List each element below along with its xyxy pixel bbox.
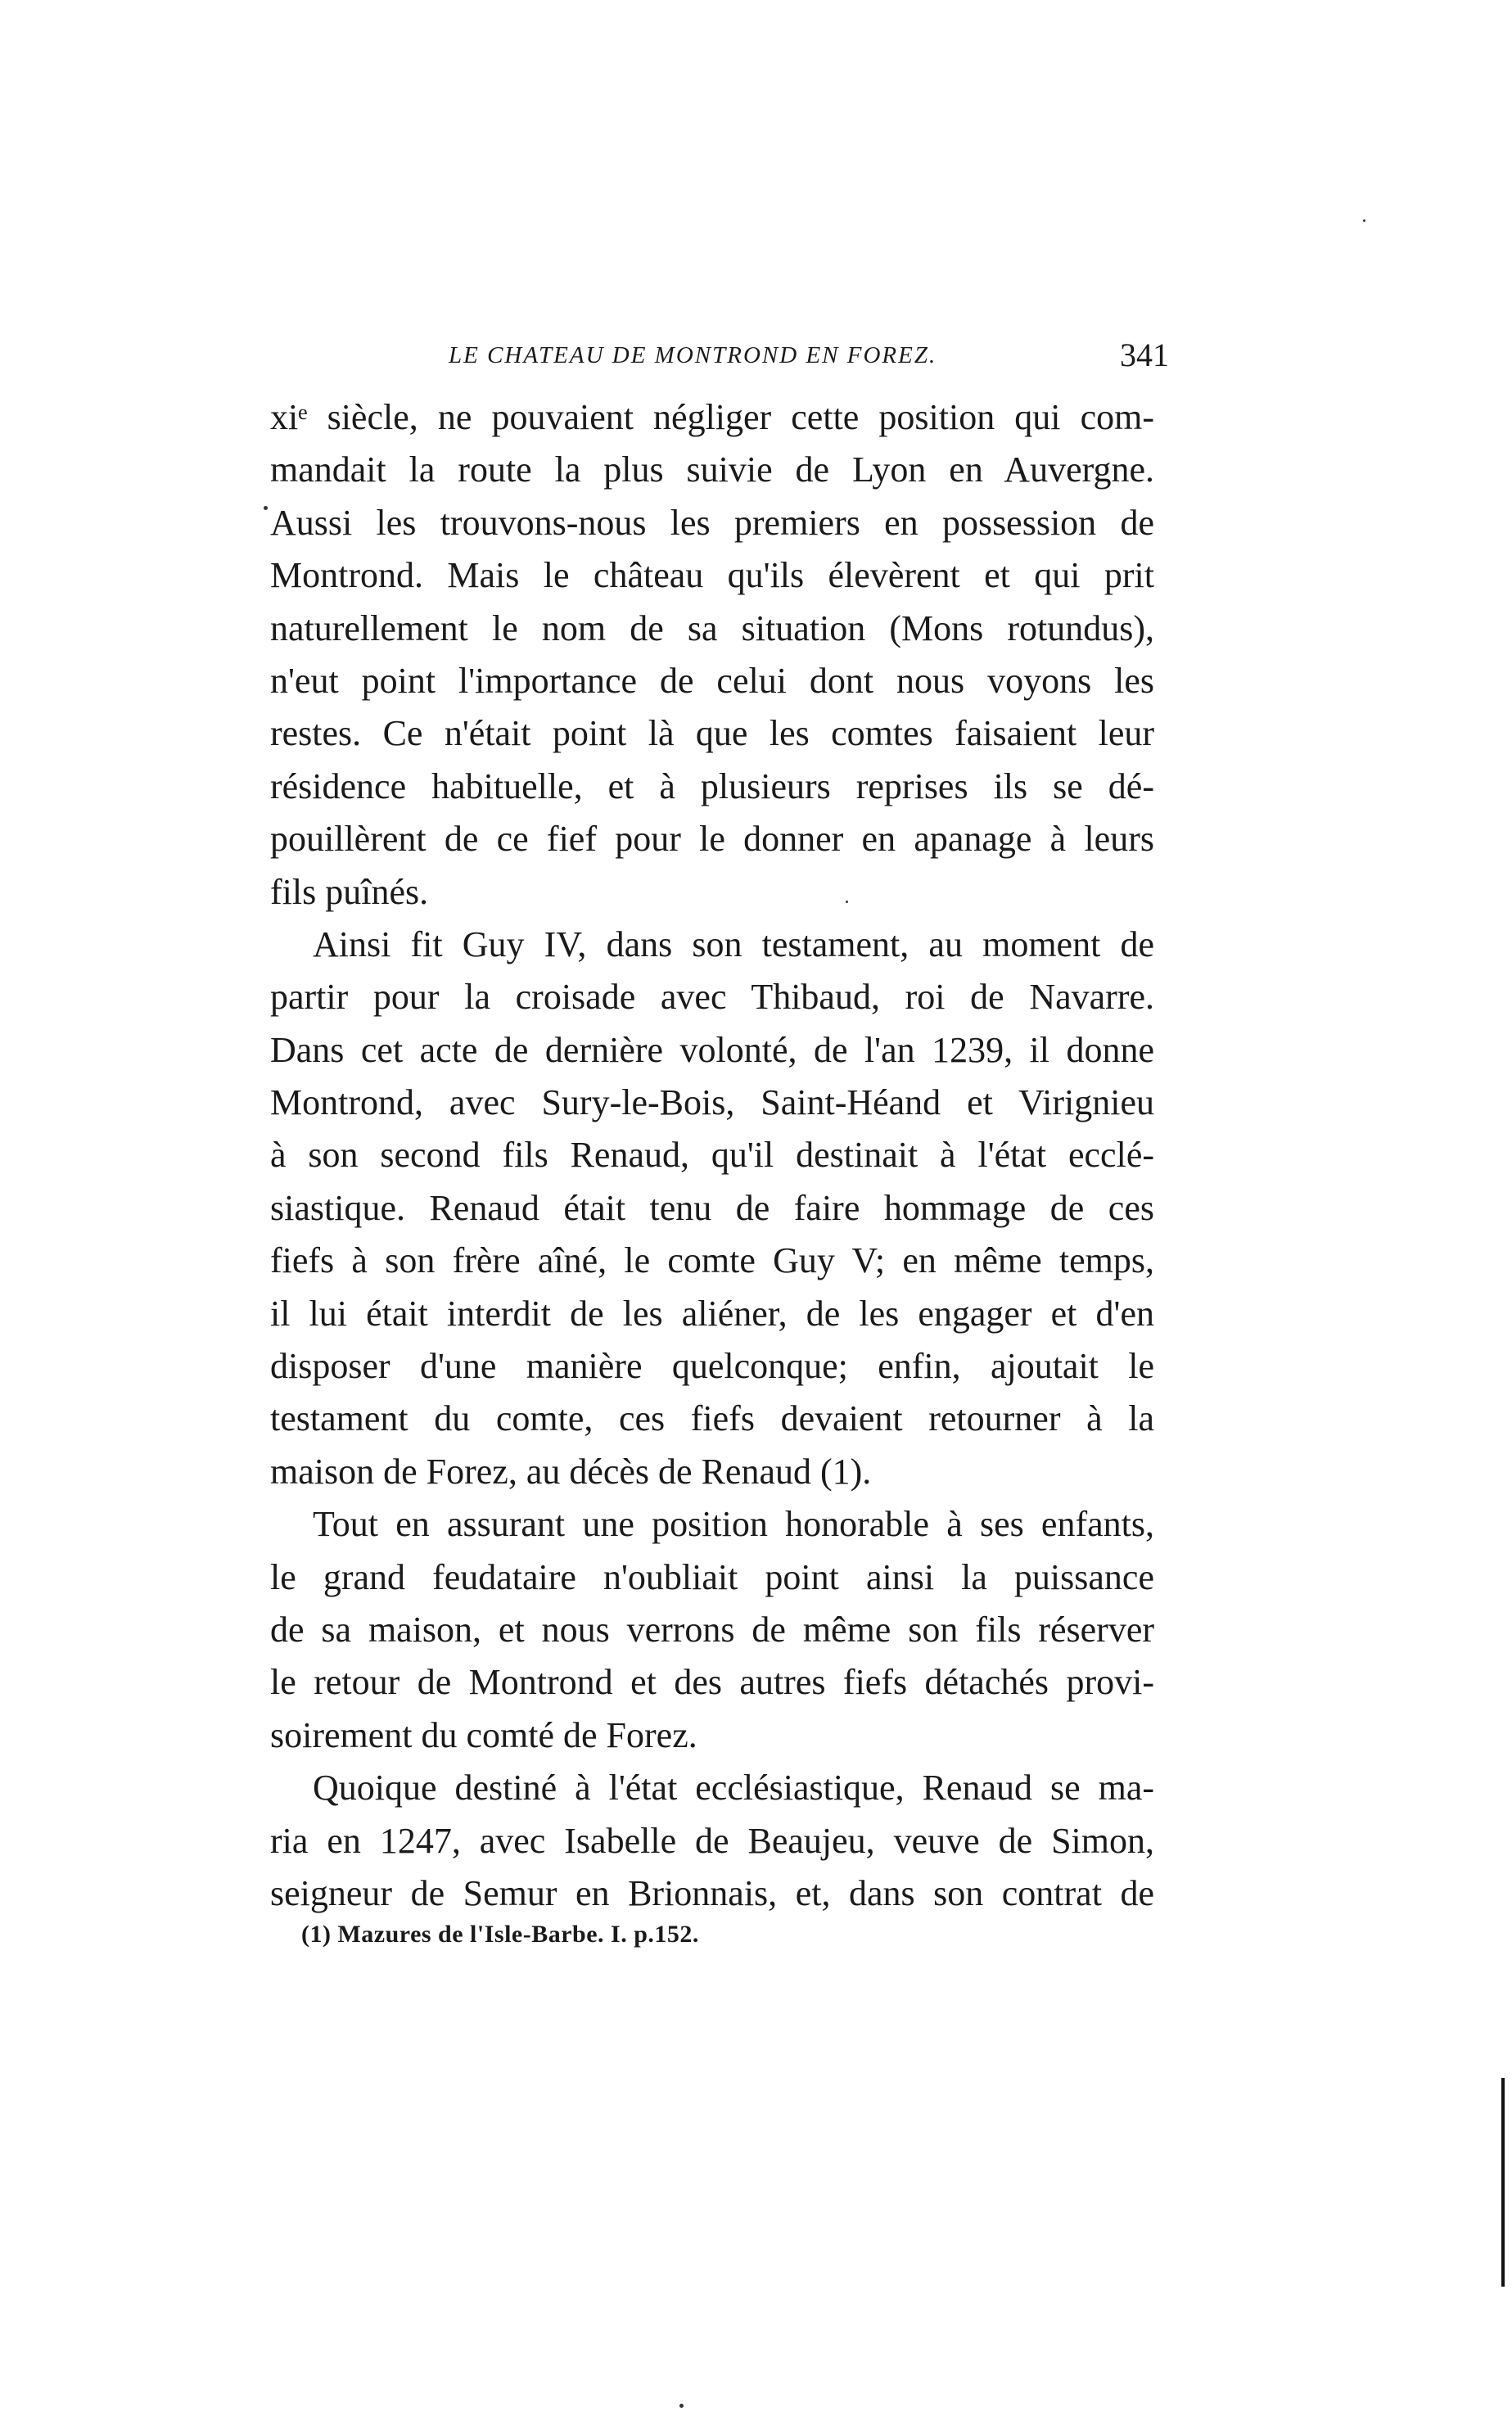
scan-speck — [1363, 219, 1365, 222]
text-line: mandait la route la plus suivie de Lyon en Auvergne. — [270, 449, 1154, 490]
text-line: à son second fils Renaud, qu'il destinait à l'état ecclé- — [270, 1135, 1154, 1176]
text-line: le retour de Montrond et des autres fiefs détachés provi- — [270, 1662, 1154, 1703]
text-line: seigneur de Semur en Brionnais, et, dans son contrat de — [270, 1872, 1154, 1913]
text-line: Aussi les trouvons-nous les premiers en possession de — [270, 502, 1154, 543]
text-line: testament du comte, ces fiefs devaient retourner à la — [270, 1398, 1154, 1439]
scan-speck — [846, 901, 848, 903]
text-line: soirement du comté de Forez. — [270, 1714, 697, 1755]
text-line: naturellement le nom de sa situation (Mons rotundus), — [270, 607, 1154, 648]
text-line: fils puînés. — [270, 871, 429, 912]
text-line: fiefs à son frère aîné, le comte Guy V; en même temps, — [270, 1240, 1154, 1281]
page-number: 341 — [1120, 336, 1169, 373]
text-line: de sa maison, et nous verrons de même son fils réserver — [270, 1609, 1154, 1650]
text-line: partir pour la croisade avec Thibaud, roi de Navarre. — [270, 977, 1154, 1018]
body-text — [270, 391, 1154, 1920]
text-line: le grand feudataire n'oubliait point ainsi la puissance — [270, 1556, 1154, 1597]
text-line: Montrond, avec Sury-le-Bois, Saint-Héand et Virignieu — [270, 1082, 1154, 1123]
text-line: Ainsi fit Guy IV, dans son testament, au moment de — [313, 923, 1154, 964]
text-line: résidence habituelle, et à plusieurs reprises ils se dé- — [270, 765, 1154, 806]
text-line: maison de Forez, au décès de Renaud (1). — [270, 1451, 872, 1492]
text-line: xiᵉ siècle, ne pouvaient négliger cette position qui com- — [270, 397, 1154, 437]
scan-speck — [264, 506, 268, 510]
text-line: il lui était interdit de les aliéner, de les engager et d'en — [270, 1293, 1154, 1334]
running-title: LE CHATEAU DE MONTROND EN FOREZ. — [449, 342, 937, 368]
text-line: restes. Ce n'était point là que les comtes faisaient leur — [270, 713, 1154, 754]
text-line: disposer d'une manière quelconque; enfin, ajoutait le — [270, 1346, 1154, 1387]
text-line: Quoique destiné à l'état ecclésiastique, Renaud se ma- — [313, 1768, 1154, 1809]
footnote: (1) Mazures de l'Isle-Barbe. I. p.152. — [301, 1921, 699, 1948]
text-line: Montrond. Mais le château qu'ils élevèrent et qui prit — [270, 555, 1154, 596]
scan-speck — [679, 2404, 684, 2408]
text-line: pouillèrent de ce fief pour le donner en apanage à leurs — [270, 819, 1154, 860]
text-line: Tout en assurant une position honorable à ses enfants, — [313, 1504, 1154, 1545]
text-line: siastique. Renaud était tenu de faire hommage de ces — [270, 1187, 1154, 1228]
scan-margin-rule — [1501, 2078, 1505, 2287]
text-line: n'eut point l'importance de celui dont nous voyons les — [270, 660, 1154, 701]
text-line: ria en 1247, avec Isabelle de Beaujeu, veuve de Simon, — [270, 1820, 1154, 1861]
text-line: Dans cet acte de dernière volonté, de l'an 1239, il donne — [270, 1029, 1154, 1070]
running-head — [449, 336, 1169, 377]
